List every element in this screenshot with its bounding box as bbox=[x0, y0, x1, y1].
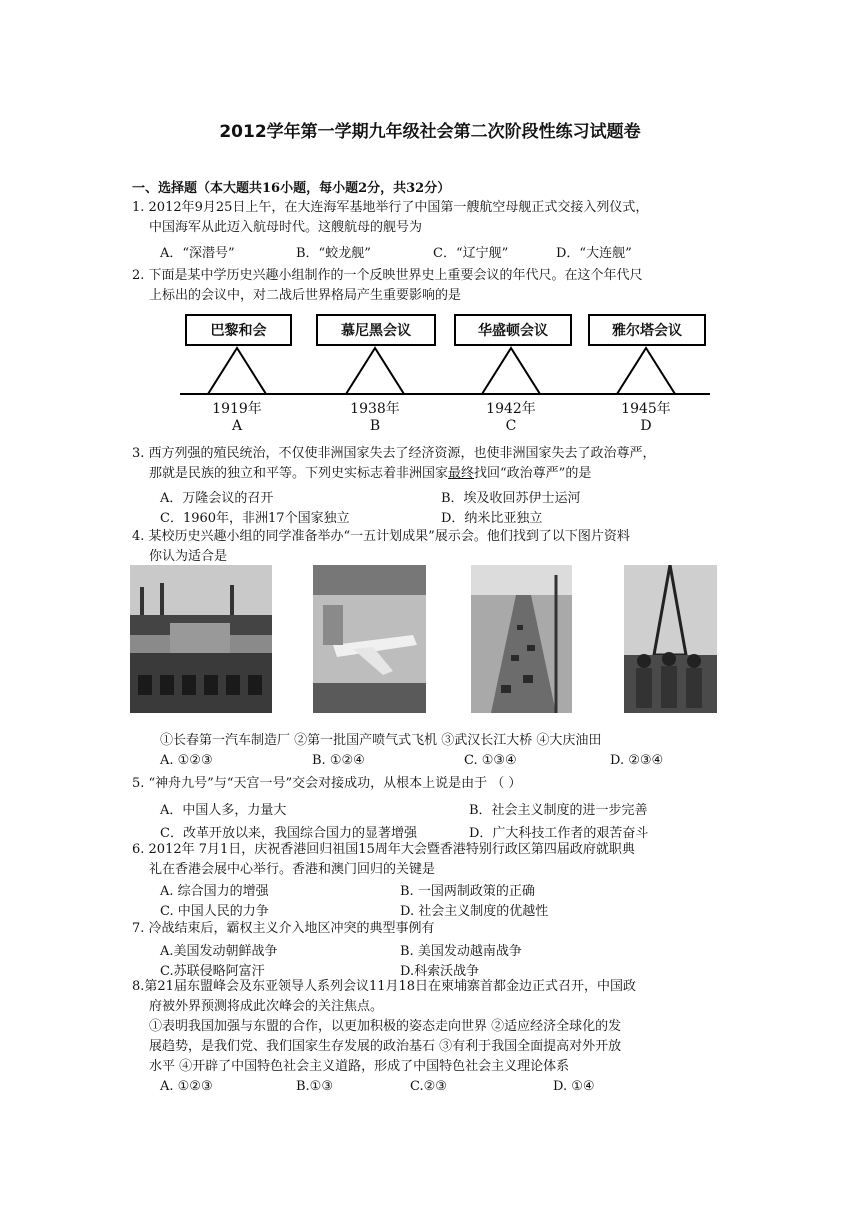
q3-line2-end: 找回“政治尊严”的是 bbox=[474, 466, 592, 481]
q1-line1: 1. 2012年9月25日上午，在大连海军基地举行了中国第一艘航空母舰正式交接入列仪式， bbox=[132, 200, 649, 215]
q2-line2: 上标出的会议中，对二战后世界格局产生重要影响的是 bbox=[149, 288, 462, 303]
q4-option-b: B. ①②④ bbox=[312, 753, 365, 768]
q1-option-b: B．“蛟龙舰” bbox=[296, 246, 371, 261]
q1-option-c: C．“辽宁舰” bbox=[433, 246, 509, 261]
q3-option-d: D．纳米比亚独立 bbox=[441, 511, 543, 526]
timeline-letter-d: D bbox=[640, 418, 652, 434]
q4-option-c: C. ①③④ bbox=[464, 753, 517, 768]
q4-line2: 你认为适合是 bbox=[149, 549, 228, 564]
q8-line2: 府被外界预测将成此次峰会的关注焦点。 bbox=[149, 999, 384, 1014]
timeline-marker-d bbox=[617, 348, 675, 394]
q6-line1: 6. 2012年 7月1日，庆祝香港回归祖国15周年大会暨香港特别行政区第四届政府就职典 bbox=[132, 842, 635, 857]
q5-line1: 5. “神舟九号”与“天宫一号”交会对接成功，从根本上说是由于 （ ） bbox=[132, 776, 522, 791]
photo-3-image bbox=[471, 565, 572, 713]
q6-option-c: C. 中国人民的力争 bbox=[160, 904, 269, 919]
q8-option-c: C.②③ bbox=[410, 1079, 447, 1094]
timeline-marker-b bbox=[346, 348, 404, 394]
photo-4-image bbox=[624, 565, 717, 713]
q5-option-d: D．广大科技工作者的艰苦奋斗 bbox=[469, 826, 649, 841]
q1-option-d: D．“大连舰” bbox=[556, 246, 632, 261]
timeline-box-b: 慕尼黑会议 bbox=[316, 314, 436, 346]
q3-underlined-word: 最终 bbox=[448, 466, 475, 481]
q3-line2 bbox=[149, 464, 591, 484]
timeline-marker-c bbox=[482, 348, 540, 394]
q7-line1: 7. 冷战结束后，霸权主义介入地区冲突的典型事例有 bbox=[132, 921, 435, 936]
photo-changchun-auto-plant bbox=[130, 565, 272, 713]
timeline-box-a: 巴黎和会 bbox=[185, 314, 292, 346]
q7-option-c: C.苏联侵略阿富汗 bbox=[160, 964, 265, 979]
q8-line5: 水平 ④开辟了中国特色社会主义道路，形成了中国特色社会主义理论体系 bbox=[149, 1059, 570, 1074]
q8-line1: 8.第21届东盟峰会及东亚领导人系列会议11月18日在柬埔寨首都金边正式召开，中国政 bbox=[132, 979, 637, 994]
q7-option-b: B. 美国发动越南战争 bbox=[400, 944, 522, 959]
q5-option-a: A．中国人多，力量大 bbox=[160, 803, 287, 818]
q8-option-b: B.①③ bbox=[296, 1079, 333, 1094]
q6-option-b: B. 一国两制政策的正确 bbox=[400, 884, 535, 899]
photo-jet-aircraft bbox=[313, 565, 426, 713]
section-heading: 一、选择题（本大题共16小题，每小题2分，共32分） bbox=[132, 181, 451, 196]
timeline-marker-a bbox=[208, 348, 266, 394]
q6-option-d: D. 社会主义制度的优越性 bbox=[400, 904, 549, 919]
timeline-year-b: 1938年 bbox=[350, 401, 400, 417]
q5-option-b: B．社会主义制度的进一步完善 bbox=[469, 803, 648, 818]
q4-line1: 4. 某校历史兴趣小组的同学准备举办“一五计划成果”展示会。他们找到了以下图片资料 bbox=[132, 529, 630, 544]
q3-line2-start: 那就是民族的独立和平等。下列史实标志着非洲国家 bbox=[149, 466, 449, 481]
timeline-year-a: 1919年 bbox=[212, 401, 262, 417]
q4-photo-captions: ①长春第一汽车制造厂 ②第一批国产喷气式飞机 ③武汉长江大桥 ④大庆油田 bbox=[160, 733, 602, 748]
q6-line2: 礼在香港会展中心举行。香港和澳门回归的关键是 bbox=[149, 862, 436, 877]
q6-option-a: A. 综合国力的增强 bbox=[160, 884, 269, 899]
timeline-box-c: 华盛顿会议 bbox=[454, 314, 572, 346]
photo-wuhan-bridge bbox=[471, 565, 572, 713]
timeline-letter-a: A bbox=[231, 418, 243, 434]
q8-line4: 展趋势，是我们党、我们国家生存发展的政治基石 ③有利于我国全面提高对外开放 bbox=[149, 1039, 622, 1054]
q4-option-d: D. ②③④ bbox=[610, 753, 664, 768]
timeline-year-c: 1942年 bbox=[486, 401, 536, 417]
q1-option-a: A．“深潜号” bbox=[160, 246, 235, 261]
page-title: 2012学年第一学期九年级社会第二次阶段性练习试题卷 bbox=[219, 122, 641, 142]
q8-line3: ①表明我国加强与东盟的合作，以更加积极的姿态走向世界 ②适应经济全球化的发 bbox=[149, 1019, 622, 1034]
timeline-letter-c: C bbox=[505, 418, 517, 434]
q8-option-a: A. ①②③ bbox=[160, 1079, 213, 1094]
q7-option-d: D.科索沃战争 bbox=[400, 964, 480, 979]
timeline-year-d: 1945年 bbox=[621, 401, 671, 417]
timeline-box-d: 雅尔塔会议 bbox=[588, 314, 706, 346]
q5-option-c: C．改革开放以来，我国综合国力的显著增强 bbox=[160, 826, 417, 841]
q3-option-a: A．万隆会议的召开 bbox=[160, 491, 274, 506]
q3-option-c: C．1960年，非洲17个国家独立 bbox=[160, 511, 350, 526]
timeline-letter-b: B bbox=[369, 418, 381, 434]
q4-option-a: A. ①②③ bbox=[160, 753, 213, 768]
photo-daqing-oilfield bbox=[624, 565, 717, 713]
q8-option-d: D. ①④ bbox=[553, 1079, 595, 1094]
q3-option-b: B．埃及收回苏伊士运河 bbox=[441, 491, 581, 506]
photo-1-image bbox=[130, 565, 272, 713]
photo-2-image bbox=[313, 565, 426, 713]
q2-line1: 2. 下面是某中学历史兴趣小组制作的一个反映世界史上重要会议的年代尺。在这个年代尺 bbox=[132, 268, 643, 283]
q1-line2: 中国海军从此迈入航母时代。这艘航母的舰号为 bbox=[149, 220, 423, 235]
q3-line1: 3. 西方列强的殖民统治，不仅使非洲国家失去了经济资源，也使非洲国家失去了政治尊严， bbox=[132, 446, 656, 461]
q7-option-a: A.美国发动朝鲜战争 bbox=[160, 944, 278, 959]
timeline-figure bbox=[180, 310, 710, 440]
